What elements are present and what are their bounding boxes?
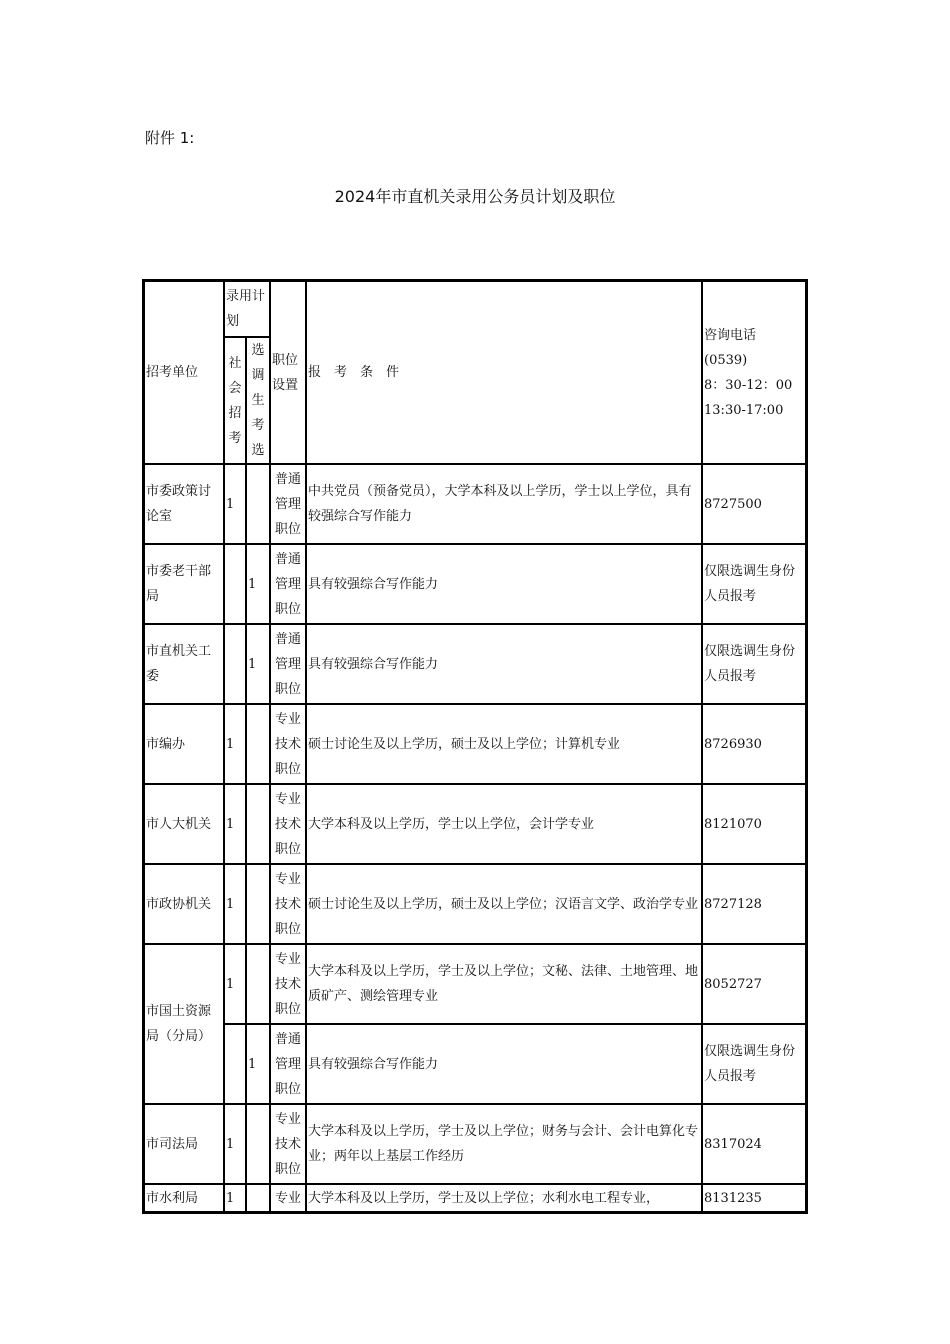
header-phone — [702, 281, 806, 464]
unit-cell: 市委政策讨论室 — [144, 464, 224, 544]
unit-cell: 市人大机关 — [144, 784, 224, 864]
phone-cell: 8131235 — [702, 1184, 806, 1212]
header-unit: 招考单位 — [144, 281, 224, 464]
phone-cell: 仅限选调生身份人员报考 — [702, 1024, 806, 1104]
recruitment-table — [142, 279, 808, 1214]
selected-cell — [246, 864, 270, 944]
conditions-cell: 硕士讨论生及以上学历，硕士及以上学位；计算机专业 — [306, 704, 702, 784]
phone-cell: 8317024 — [702, 1104, 806, 1184]
header-social: 社会招考 — [224, 337, 246, 464]
selected-cell — [246, 1184, 270, 1212]
selected-cell — [246, 1104, 270, 1184]
table-row — [144, 464, 806, 544]
table-row — [144, 784, 806, 864]
position-cell: 普通管理职位 — [270, 1024, 306, 1104]
phone-cell: 8727500 — [702, 464, 806, 544]
social-cell: 1 — [224, 864, 246, 944]
position-cell: 专业技术职位 — [270, 864, 306, 944]
social-cell: 1 — [224, 1104, 246, 1184]
position-cell: 专业技术职位 — [270, 704, 306, 784]
table-row — [144, 864, 806, 944]
unit-cell: 市政协机关 — [144, 864, 224, 944]
social-cell: 1 — [224, 944, 246, 1024]
phone-cell: 仅限选调生身份人员报考 — [702, 544, 806, 624]
conditions-cell: 硕士讨论生及以上学历，硕士及以上学位；汉语言文学、政治学专业 — [306, 864, 702, 944]
social-cell — [224, 1024, 246, 1104]
unit-cell: 市编办 — [144, 704, 224, 784]
table-row — [144, 704, 806, 784]
phone-hours-am: 8：30-12：00 — [704, 377, 793, 393]
selected-cell — [246, 464, 270, 544]
table-row — [144, 1024, 806, 1104]
phone-cell: 8121070 — [702, 784, 806, 864]
position-cell: 专业 — [270, 1184, 306, 1212]
selected-cell — [246, 944, 270, 1024]
conditions-cell: 大学本科及以上学历，学士及以上学位；财务与会计、会计电算化专业；两年以上基层工作经历 — [306, 1104, 702, 1184]
attachment-label: 附件 1: — [145, 129, 195, 147]
unit-cell: 市水利局 — [144, 1184, 224, 1212]
position-cell: 专业技术职位 — [270, 784, 306, 864]
table-row — [144, 544, 806, 624]
social-cell: 1 — [224, 1184, 246, 1212]
header-selected: 选调生考选 — [246, 337, 270, 464]
conditions-cell: 具有较强综合写作能力 — [306, 624, 702, 704]
social-cell: 1 — [224, 784, 246, 864]
table-row — [144, 1104, 806, 1184]
selected-cell: 1 — [246, 624, 270, 704]
social-cell: 1 — [224, 704, 246, 784]
table-row — [144, 624, 806, 704]
selected-cell — [246, 784, 270, 864]
social-cell — [224, 544, 246, 624]
table-row — [144, 944, 806, 1024]
phone-cell: 8727128 — [702, 864, 806, 944]
header-position: 职位设置 — [270, 281, 306, 464]
unit-cell: 市直机关工委 — [144, 624, 224, 704]
conditions-cell: 具有较强综合写作能力 — [306, 1024, 702, 1104]
conditions-cell: 大学本科及以上学历，学士及以上学位；文秘、法律、土地管理、地质矿产、测绘管理专业 — [306, 944, 702, 1024]
position-cell: 普通管理职位 — [270, 464, 306, 544]
unit-cell: 市国土资源局（分局） — [144, 944, 224, 1104]
conditions-cell: 大学本科及以上学历，学士及以上学位；水利水电工程专业， — [306, 1184, 702, 1212]
phone-title: 咨询电话 — [704, 327, 757, 343]
phone-cell: 仅限选调生身份人员报考 — [702, 624, 806, 704]
conditions-cell: 中共党员（预备党员），大学本科及以上学历，学士以上学位，具有较强综合写作能力 — [306, 464, 702, 544]
table-row — [144, 1184, 806, 1212]
social-cell — [224, 624, 246, 704]
header-conditions: 报 考 条 件 — [306, 281, 702, 464]
position-cell: 普通管理职位 — [270, 544, 306, 624]
selected-cell — [246, 704, 270, 784]
social-cell: 1 — [224, 464, 246, 544]
unit-cell: 市司法局 — [144, 1104, 224, 1184]
page-title: 2024年市直机关录用公务员计划及职位 — [334, 187, 616, 206]
position-cell: 专业技术职位 — [270, 944, 306, 1024]
position-cell: 专业技术职位 — [270, 1104, 306, 1184]
position-cell: 普通管理职位 — [270, 624, 306, 704]
conditions-cell: 大学本科及以上学历，学士以上学位，会计学专业 — [306, 784, 702, 864]
header-plan: 录用计划 — [224, 281, 270, 337]
conditions-cell: 具有较强综合写作能力 — [306, 544, 702, 624]
unit-cell: 市委老干部局 — [144, 544, 224, 624]
selected-cell: 1 — [246, 1024, 270, 1104]
phone-cell: 8052727 — [702, 944, 806, 1024]
phone-area: (0539) — [704, 352, 748, 368]
phone-hours-pm: 13:30-17:00 — [704, 402, 784, 418]
phone-cell: 8726930 — [702, 704, 806, 784]
selected-cell: 1 — [246, 544, 270, 624]
